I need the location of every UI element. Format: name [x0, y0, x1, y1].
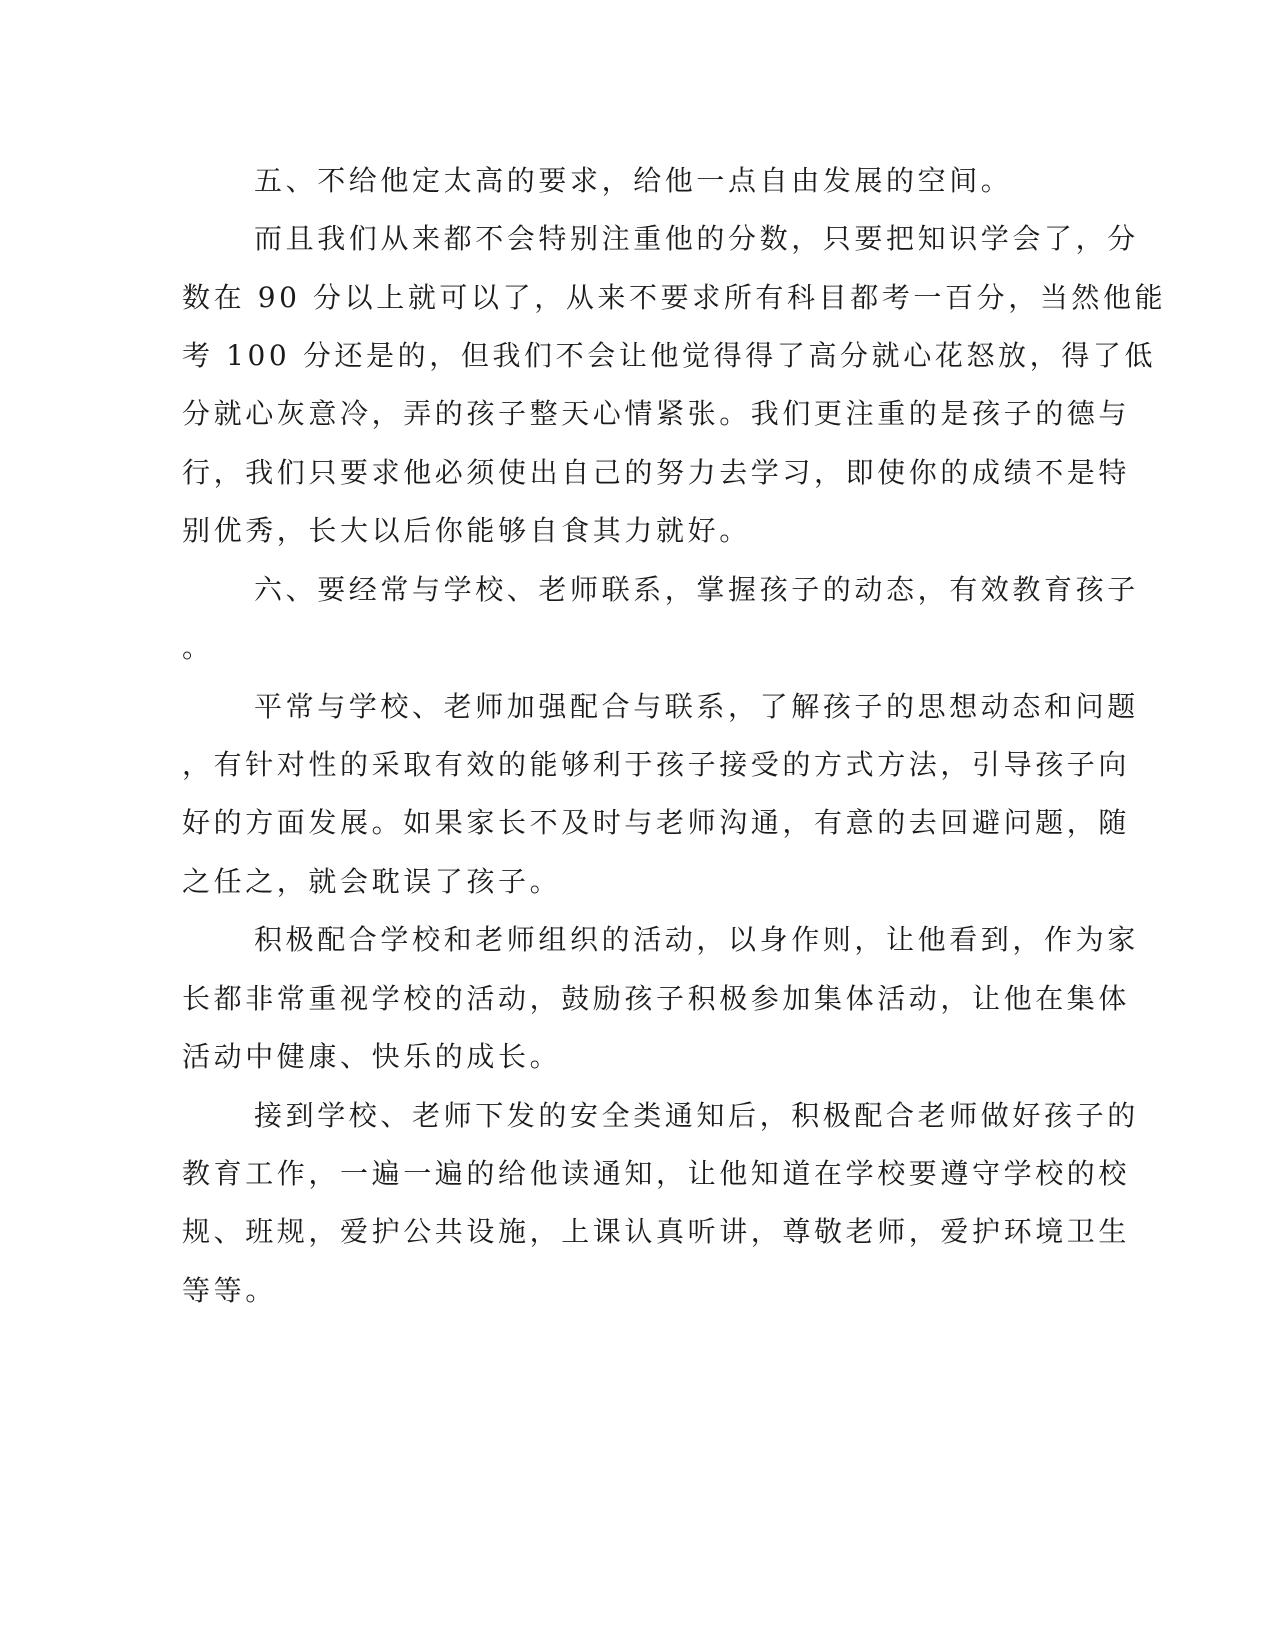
- paragraph-line: ，有针对性的采取有效的能够利于孩子接受的方式方法，引导孩子向: [182, 748, 1131, 781]
- paragraph-line: 接到学校、老师下发的安全类通知后，积极配合老师做好孩子的: [254, 1099, 1139, 1132]
- paragraph-line: 分就心灰意冷，弄的孩子整天心情紧张。我们更注重的是孩子的德与: [182, 397, 1131, 430]
- paragraph-line: 积极配合学校和老师组织的活动，以身作则，让他看到，作为家: [254, 923, 1139, 956]
- paragraph-line: 数在 90 分以上就可以了，从来不要求所有科目都考一百分，当然他能: [182, 281, 1167, 314]
- paragraph-line: 行，我们只要求他必须使出自己的努力去学习，即使你的成绩不是特: [182, 456, 1131, 489]
- paragraph-line: 活动中健康、快乐的成长。: [182, 1040, 562, 1073]
- paragraph-line: 之任之，就会耽误了孩子。: [182, 865, 562, 898]
- heading-six: 六、要经常与学校、老师联系，掌握孩子的动态，有效教育孩子: [254, 573, 1139, 606]
- paragraph-line: 而且我们从来都不会特别注重他的分数，只要把知识学会了，分: [254, 222, 1139, 255]
- paragraph-line: 别优秀，长大以后你能够自食其力就好。: [182, 514, 751, 547]
- paragraph-line: 长都非常重视学校的活动，鼓励孩子积极参加集体活动，让他在集体: [182, 982, 1131, 1015]
- paragraph-line: 。: [182, 631, 214, 664]
- heading-five: 五、不给他定太高的要求，给他一点自由发展的空间。: [254, 164, 1013, 197]
- paragraph-line: 考 100 分还是的，但我们不会让他觉得得了高分就心花怒放，得了低: [182, 339, 1157, 372]
- paragraph-line: 规、班规，爱护公共设施，上课认真听讲，尊敬老师，爱护环境卫生: [182, 1215, 1131, 1248]
- paragraph-line: 教育工作，一遍一遍的给他读通知，让他知道在学校要遵守学校的校: [182, 1157, 1131, 1190]
- paragraph-line: 等等。: [182, 1274, 277, 1307]
- paragraph-line: 好的方面发展。如果家长不及时与老师沟通，有意的去回避问题，随: [182, 806, 1131, 839]
- paragraph-line: 平常与学校、老师加强配合与联系，了解孩子的思想动态和问题: [254, 690, 1139, 723]
